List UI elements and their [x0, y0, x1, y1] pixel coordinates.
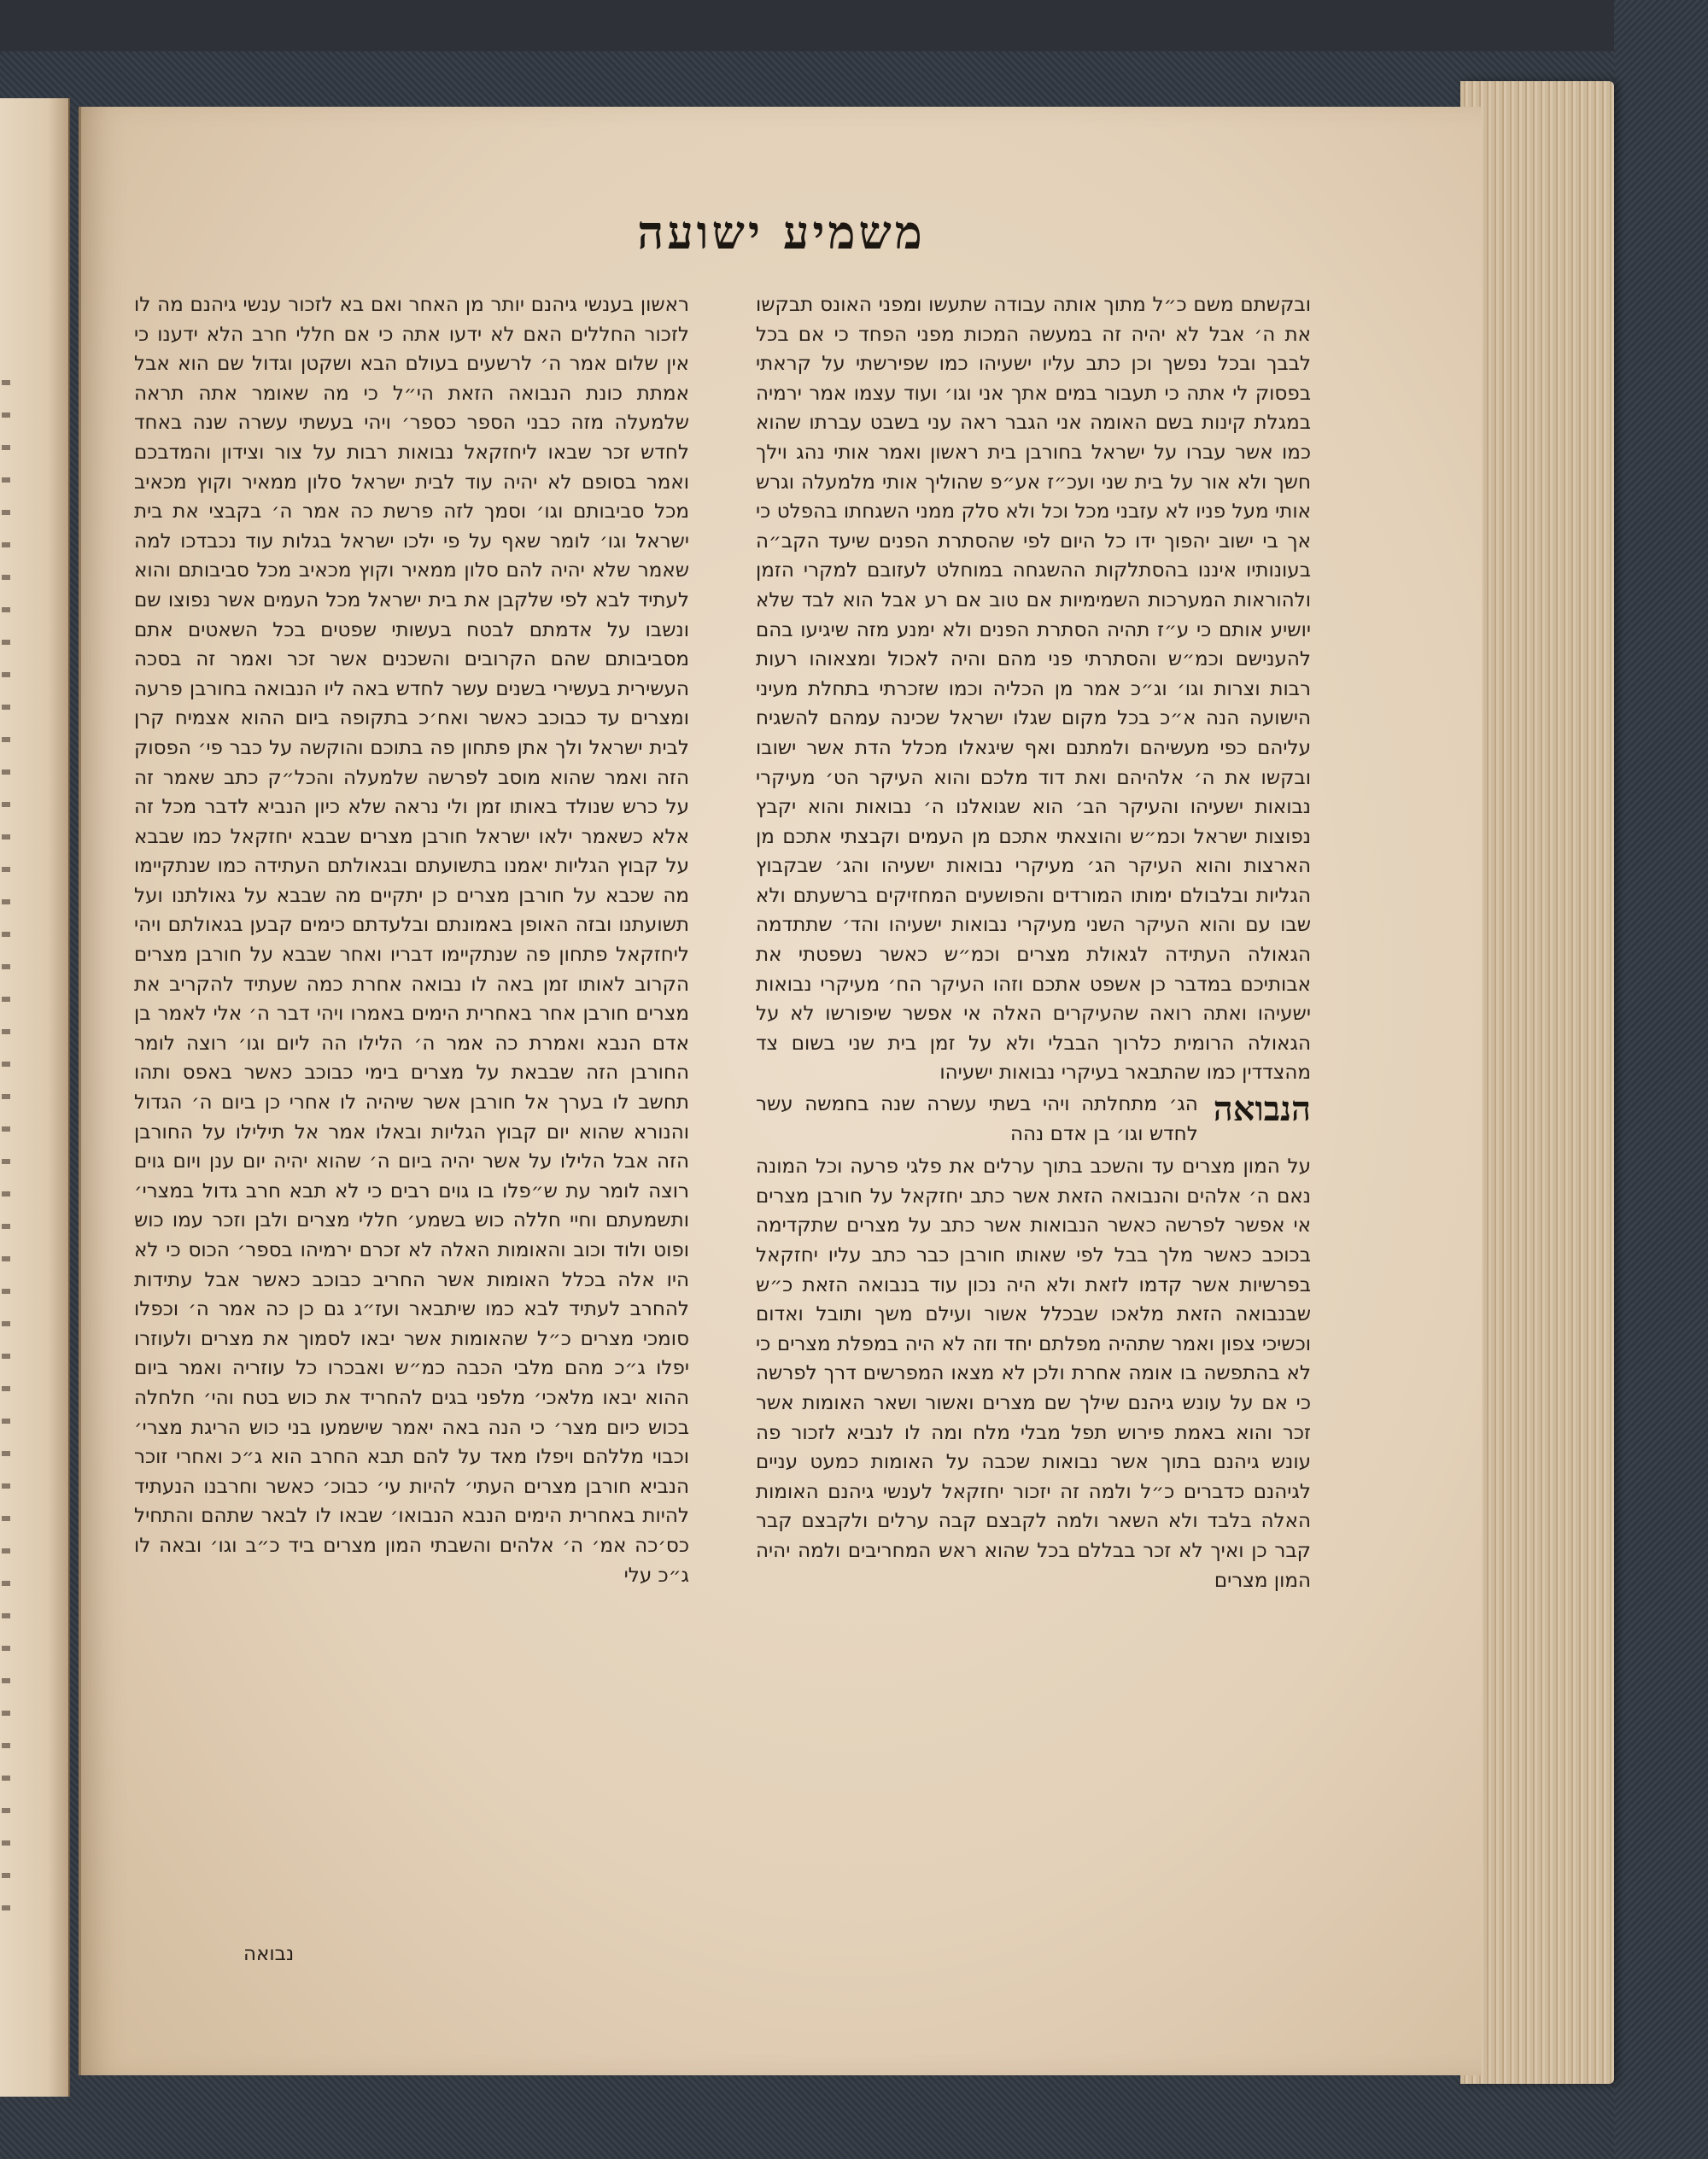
- right-text-column: [756, 290, 1311, 1595]
- page-stack-edges: [1460, 81, 1614, 2084]
- left-page: [0, 98, 70, 2097]
- section-body: על המון מצרים עד והשכב בתוך ערלים את פלגי פרעה וכל המונה נאם ה׳ אלהים והנבואה הזאת אשר כתב יחזקאל על חורבן מצרים אי אפשר לפרשה כאשר הנבואות אשר כתב על מצרים שתקדימה בכוכב כאשר מלך בבל לפי שאותו חורבן כבר כתב עליו יחזקאל בפרשיות אשר קדמו לזאת ולא היה נכון עוד בנבואה הזאת כ״ש שבנבואה הזאת מלאכו שבכלל אשור ועילם משך ותובל ואדום וכשיכי צפון ואמר שתהיה מפלתם יחד וזה לא היה במפלת מצרים כי לא בהתפשה בו אומה אחרת ולכן לא מצאו המפרשים דרך לפרשה כי אם על עונש גיהנם שילך שם מצרים ואשור ושאר האומות אשר זכר והוא באמת פירוש תפל מבלי מלח ומה לו לנביא לזכור פה עונש גיהנם בתוך אשר נבואות שכבה על האומות כמעט עניים לגיהנם כדברים כ״ל ולמה זה יזכור יחזקאל לענשי גיהנם האומות האלה בלבד ולא השאר ולמה לקבצם קבה ערלים ולקבצם קבר קבר כן ואיך לא זכר בבללם בכל שהוא ראש המחריבים ולמה יהיה המון מצרים: [756, 1156, 1311, 1592]
- paragraph: ראשון בענשי גיהנם יותר מן האחר ואם בא לזכור ענשי גיהנם מה לו לזכור החללים האם לא ידעו אתה כי אם חללי חרב הלא ידענו כי אין שלום אמר ה׳ לרשעים בעולם הבא ושקטן וגדול שם הוא אבל אמתת כונת הנבואה הזאת הי״ל כי מה שאומר אתה תראה שלמעלה מזה כבני הספר כספר׳ ויהי בעשתי עשרה שנה באחד לחדש זכר שבאו ליחזקאל נבואות רבות על צור וצידון והמדבכם ואמר בסופם לא יהיה עוד לבית ישראל סלון ממאיר וקוץ מכאיב מכל סביבותם וגו׳ וסמך לזה פרשת כה אמר ה׳ בקבצי את בית ישראל וגו׳ לומר שאף על פי ילכו ישראל בגלות עוד נכבדכו למה שאמר שלא יהיה להם סלון ממאיר וקוץ מכאיב מכל סביבותם והוא לעתיד לבא לפי שלקבן את בית ישראל מכל העמים אשר נפוצו שם ונשבו על אדמתם לבטח בעשותי שפטים בכל השאטים אתם מסביבותם שהם הקרובים והשכנים אשר זכר ואמר זה בסכה העשירית בעשירי בשנים עשר לחדש באה ליו הנבואה בחורבן פרעה ומצרים עד כבוכב כאשר ואח׳כ בתקופה ביום ההוא אצמיח קרן לבית ישראל ולך אתן פתחון פה בתוכם והוקשה על כבר פי׳ הפסוק הזה ואמר שהוא מוסב לפרשה שלמעלה והכל״ק כתב שאמר זה על כרש שנולד באותו זמן ולי נראה שלא כיון הנביא לדבר מכל זה אלא כשאמר ילאו ישראל חורבן מצרים שבבא יחזקאל כמו שבבא על קבוץ הגליות יאמנו בתשועתם ובגאולתם העתידה כמו שנתקיימו מה שכבא על חורבן מצרים כן יתקיים מה שבבא על גאולתנו ועל תשועתנו ובזה האופן באמונתם ובלעדתם כימים קבען בגאולתם ויהי ליחזקאל פתחון פה שנתקיימו דבריו ואחר שבבא על חורבן מצרים הקרוב לאותו זמן באה לו נבואה אחרת כמה שעתיד להקריב את מצרים חורבן אחר באחרית הימים באמרו ויהי דבר ה׳ אלי לאמר בן אדם הנבא ואמרת כה אמר ה׳ הלילו הה ליום וגו׳ רוצה לומר החורבן הזה שבבאת על מצרים בימי כבוכב כאשר באפס ותהו תחשב לו בערך אל חורבן אשר שיהיה לו אחרי כן ביום ה׳ הגדול והנורא שהוא יום קבוץ הגליות ובאלו אמר אל תילילו על החורבן הזה אבל הלילו על אשר יהיה ביום ה׳ שהוא יהיה יום ענן ויום גוים רוצה לומר עת ש״פלו בו גוים רבים כי לא תבא חרב גדול במצרי׳ ותשמעתם וחיי חללה כוש בשמע׳ חללי מצרים ולבן וזכר עמו כוש ופוט ולוד וכוב והאומות האלה לא זכרם ירמיהו בספר׳ הכוס כי לא היו אלה בכלל האומות אשר החריב כבוכב כאשר אבל עתידות להחרב לעתיד לבא כמו שיתבאר ועז״ג גם כן כה אמר ה׳ וכפלו סומכי מצרים כ״ל שהאומות אשר יבאו לסמוך את מצרים ולעוזרו יפלו ג״כ מהם מלבי הכבה כמ״ש ואבכרו כל עוזריה ואמר ביום ההוא יבאו מלאכי׳ מלפני בגים להחריד את כוש בטח והי׳ חלחלה בכוש כיום מצר׳ כי הנה באה יאמר שישמעו בני כוש הריגת מצרי׳ וכבוי מללהם ויפלו מאד על להם תבא החרב הוא ג״כ ואחרי זוכר הנביא חורבן מצרים העתי׳ להיות עי׳ כבוכ׳ כאשר וחרבנו הנעתיד להיות באחרית הימים הנבא הנבואו׳ שבאו לו לבאר שתהם והתחיל כס׳כה אמ׳ ה׳ אלהים והשבתי המון מצרים ביד כ״ב וגו׳ ובאה לו ג״כ עלי: [134, 294, 689, 1587]
- right-page: [79, 107, 1482, 2075]
- running-header: משמיע ישועה: [637, 205, 926, 260]
- section-title: הנבואה: [1213, 1089, 1311, 1130]
- paragraph: ובקשתם משם כ״ל מתוך אותה עבודה שתעשו ומפני האונס תבקשו את ה׳ אבל לא יהיה זה במעשה המכות מפני הפחד כי אם בכל לבבך ובכל נפשך וכן כתב עליו ישעיהו כמו שפירשתי על קראתי בפסוק לי אתה כי תעבור במים אתך אני וגו׳ ועוד עצמו אמר ירמיה במגלת קינות בשם האומה אני הגבר ראה עני בשבט עברתו שהוא כמו אשר עברו על ישראל בחורבן בית ראשון ואמר אותי נהג וילך חשך ולא אור על בית שני ועכ״ז אע״פ שהוליך אותי מלמעלה וגרש אותי מעל פניו לא עזבני מכל וכל ולא סלק ממני השגחתו בהפלט כי אך בי ישוב יהפוך ידו כל היום לפי שהסתרת הפנים שיעד הקב״ה בעונותיו איננו בהסתלקות ההשגחה במוחלט לעזובם למקרי הזמן ולהוראות המערכות השמימיות אם טוב אם רע אבל הוא לבד שלא יושיע אותם כי ע״ז תהיה הסתרת הפנים ולא ימנע מזה שיגיעו בהם להענישם וכמ״ש והסתרתי פני מהם והיה לאכול ומצאוהו רעות רבות וצרות וגו׳ וג״כ אמר מן הכליה וכמו שזכרתי בתחלת מעיני הישועה הנה א״כ בכל מקום שגלו ישראל שכינה עמהם להשגיח עליהם כפי מעשיהם ולמתנם ואף שיגאלו מכלל הדת אשר ישובו ובקשו את ה׳ אלהיהם ואת דוד מלכם והוא העיקר הט׳ מעיקרי נבואות ישעיהו והעיקר הב׳ הוא שגואלנו ה׳ נבואות והוא יקבץ נפוצות ישראל וכמ״ש והוצאתי אתכם מן העמים וקבצתי אתכם מן הארצות והוא העיקר הג׳ מעיקרי נבואות ישעיהו והג׳ שבקבוץ הגליות ובלבולם ימותו המורדים והפושעים המחזיקים ברשעתם ולא שבו עם והוא העיקר השני מעיקרי נבואות ישעיהו והד׳ שתתדמה הגאולה העתידה לגאולת מצרים וכמ״ש כאשר נשפטתי את אבותיכם במדבר כן אשפט אתכם וזהו העיקר הח׳ מעיקרי נבואות ישעיהו ואתה רואה שהעיקרים האלה אי אפשר שיפורשו לא על הגאולה הרומית כלרוך הבבלי ולא על זמן בית שני בשום צד מהצדדין כמו שהתבאר בעיקרי נבואות ישעיהו: [756, 294, 1311, 1085]
- left-page-text-edge: [2, 380, 10, 1917]
- section-heading: [756, 1090, 1311, 1149]
- left-text-column: [134, 290, 689, 1590]
- book-cover-edge: [1614, 0, 1708, 2159]
- section-intro: הג׳ מתחלתה ויהי בשתי עשרה שנה בחמשה עשר לחדש וגו׳ בן אדם נהה: [756, 1093, 1198, 1145]
- catchword: נבואה: [243, 1943, 295, 1965]
